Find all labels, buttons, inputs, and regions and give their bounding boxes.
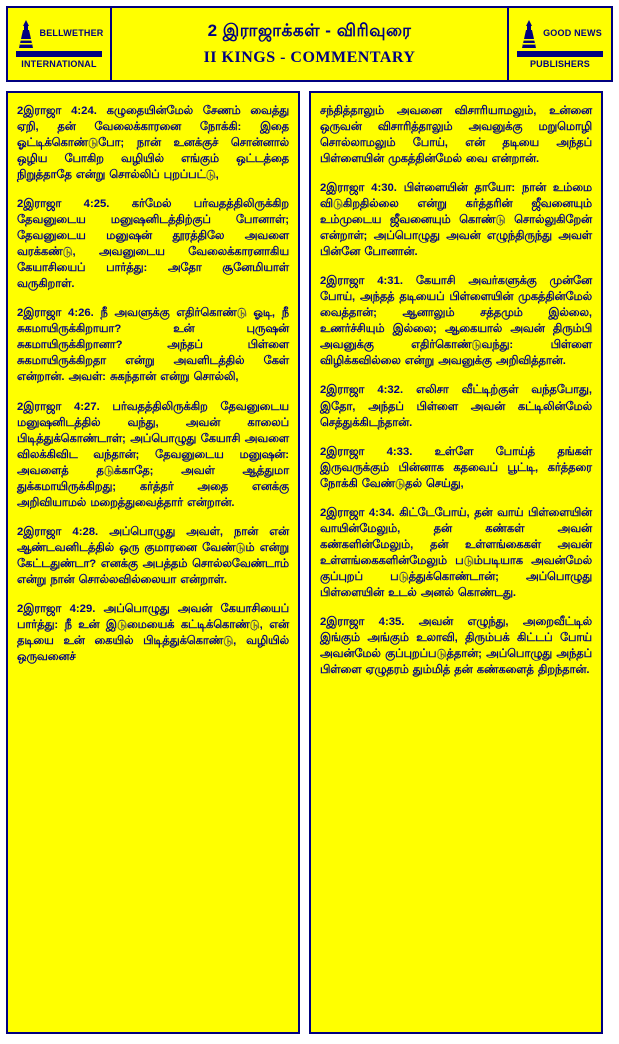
page-header [6, 6, 613, 82]
good-news-publishers-logo [507, 8, 611, 80]
title-tamil: 2 இராஜாக்கள் - விரிவுரை [207, 21, 412, 40]
bellwether-logo-line1: BELLWETHER [39, 28, 104, 39]
tower-icon [15, 19, 37, 49]
verse-paragraph: 2இராஜா 4:29. அப்பொழுது அவன் கேயாசியைப் பார்த்து: நீ உன் இடுமையைக் கட்டிக்கொண்டு, என் தடியை உன் கையில் பிடித்துக்கொண்டு, வழியில் ஒருவனைச் [17, 602, 289, 663]
verse-paragraph: 2இராஜா 4:28. அப்பொழுது அவள், நான் என் ஆண்டவனிடத்தில் ஒரு குமாரனை வேண்டும் என்று கேட்டதுண்டா? எனக்கு அபத்தம் சொல்லவேண்டாம் என்று நான் சொல்லவில்லையா என்றாள். [17, 525, 289, 586]
verse-paragraph: 2இராஜா 4:27. பர்வதத்திலிருக்கிற தேவனுடைய மனுஷனிடத்தில் வந்து, அவன் காலைப் பிடித்துக்கொண்டாள்; அப்பொழுது கேயாசி அவளை விலக்கிவிட வந்தான்; தேவனுடைய மனுஷன்: அவளைத் தடுக்காதே; அவள் ஆத்துமா துக்கமாயிருக்கிறது; கர்த்தர் அதை எனக்கு அறிவியாமல் மறைத்துவைத்தார் என்றான். [17, 400, 289, 509]
logo-divider-bar [517, 51, 603, 57]
left-column [6, 91, 300, 1034]
verse-paragraph: 2இராஜா 4:24. கழுதையின்மேல் சேணம் வைத்து ஏறி, தன் வேலைக்காரனை நோக்கி: இதை ஓட்டிக்கொண்டுபோ; நான் உனக்குச் சொன்னால் ஒழிய போகிற வழியில் எங்கும் ஒட்டத்தை நிறுத்தாதே என்று சொல்லிப் புறப்பட்டு, [17, 105, 289, 182]
good-news-logo-line2: PUBLISHERS [529, 59, 590, 69]
verse-paragraph: 2இராஜா 4:35. அவன் எழுந்து, அறைவீட்டில் இங்கும் அங்கும் உலாவி, திரும்பக் கிட்டப் போய் அவன்மேல் குப்புறப்படுத்தான்; அப்பொழுது அந்தப் பிள்ளை ஏழுதரம் தும்மித் தன் கண்களைத் திறந்தான். [320, 615, 592, 676]
right-column [309, 91, 603, 1034]
logo-divider-bar [16, 51, 102, 57]
verse-paragraph: 2இராஜா 4:30. பிள்ளையின் தாயோ: நான் உம்மை விடுகிறதில்லை என்று கர்த்தரின் ஜீவனையும் உம்முடைய ஜீவனையும் கொண்டு சொல்லுகிறேன் என்றாள்; அப்பொழுது அவன் எழுந்திருந்து அவள் பின்னே போனான். [320, 182, 592, 259]
good-news-logo-line1: GOOD NEWS [543, 28, 602, 39]
verse-paragraph: 2இராஜா 4:31. கேயாசி அவர்களுக்கு முன்னே போய், அந்தத் தடியைப் பிள்ளையின் முகத்தின்மேல் வைத்தான்; ஆனாலும் சத்தமும் இல்லை, உணர்ச்சியும் இல்லை; ஆகையால் அவன் திரும்பி அவனுக்கு எதிர்கொண்டுவந்து: பிள்ளை விழிக்கவில்லை என்று அவனுக்கு அறிவித்தான். [320, 275, 592, 368]
verse-paragraph: சந்தித்தாலும் அவனை விசாரியாமலும், உன்னை ஒருவன் விசாரித்தாலும் அவனுக்கு மறுமொழி சொல்லாமலும் போய், என் தடியை அந்தப் பிள்ளையின் முகத்தின்மேல் வை என்றான். [320, 105, 592, 166]
title-english: II KINGS - COMMENTARY [203, 49, 416, 66]
verse-paragraph: 2இராஜா 4:33. உள்ளே போய்த் தங்கள் இருவருக்கும் பின்னாக கதவைப் பூட்டி, கர்த்தரை நோக்கி வேண்டுதல் செய்து, [320, 445, 592, 490]
bellwether-logo-line2: INTERNATIONAL [21, 59, 97, 69]
verse-paragraph: 2இராஜா 4:32. எலிசா வீட்டிற்குள் வந்தபோது, இதோ, அந்தப் பிள்ளை அவன் கட்டிலின்மேல் செத்துக்கிடந்தான். [320, 384, 592, 429]
verse-paragraph: 2இராஜா 4:34. கிட்டேபோய், தன் வாய் பிள்ளையின் வாயின்மேலும், தன் கண்கள் அவன் கண்களின்மேலும், தன் உள்ளங்கைகள் அவன் உள்ளங்கைகளின்மேலும் படும்படியாக அவன்மேல் குப்புறப் படுத்துக்கொண்டான்; அப்பொழுது பிள்ளையின் உடல் அனல் கொண்டது. [320, 506, 592, 599]
page-title [112, 8, 507, 80]
commentary-columns [6, 91, 613, 1034]
tower-icon [518, 19, 540, 49]
bellwether-international-logo [8, 8, 112, 80]
verse-paragraph: 2இராஜா 4:25. கர்மேல் பர்வதத்திலிருக்கிற தேவனுடைய மனுஷனிடத்திற்குப் போனாள்; தேவனுடைய மனுஷன் தூரத்திலே அவளை வரக்கண்டு, அவனுடைய வேலைக்காரனாகிய கேயாசியைப் பார்த்து: அதோ சூனேமியாள் வருகிறாள். [17, 198, 289, 291]
verse-paragraph: 2இராஜா 4:26. நீ அவளுக்கு எதிர்கொண்டு ஓடி, நீ சுகமாயிருக்கிறாயா? உன் புருஷன் சுகமாயிருக்கிறானா? அந்தப் பிள்ளை சுகமாயிருக்கிறதா என்று அவளிடத்தில் கேள் என்றான். அவள்: சுகந்தான் என்று சொல்லி, [17, 307, 289, 384]
